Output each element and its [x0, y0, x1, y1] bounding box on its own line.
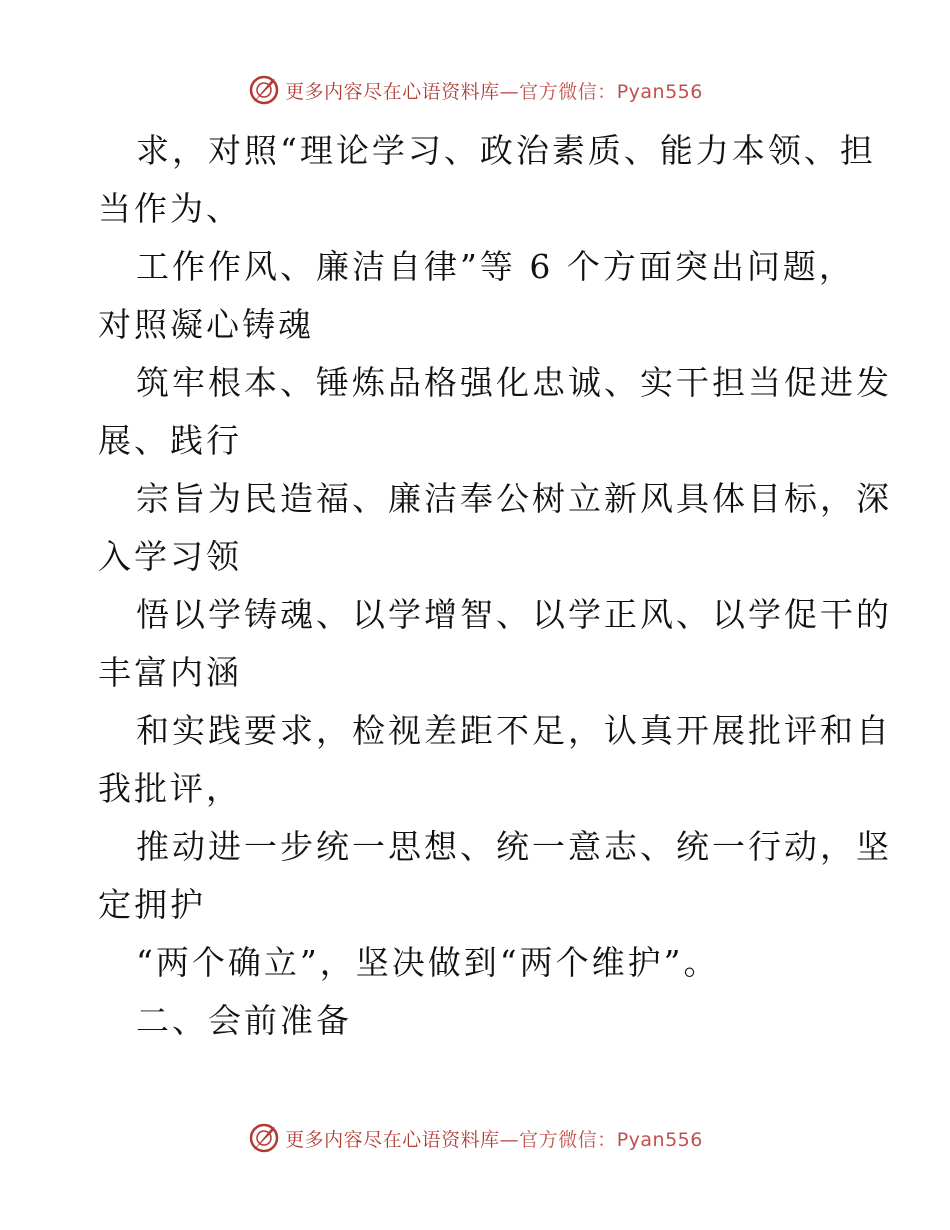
body-line: 定拥护	[98, 885, 206, 924]
watermark-separator: —	[499, 80, 520, 103]
quill-logo-icon	[247, 1121, 281, 1155]
body-line: 对照凝心铸魂	[98, 305, 314, 344]
watermark-sub: 官方微信：	[519, 80, 617, 103]
watermark-id: Pyan556	[616, 1128, 703, 1151]
watermark-sub: 官方微信：	[519, 1128, 617, 1151]
body-line: 当作为、	[98, 189, 242, 228]
document-body	[98, 122, 892, 1050]
body-line: 悟以学铸魂、以学增智、以学正风、以学促干的	[136, 595, 892, 634]
body-line: 宗旨为民造福、廉洁奉公树立新风具体目标，深	[136, 479, 892, 518]
section-heading: 二、会前准备	[136, 1001, 352, 1040]
body-line: 筑牢根本、锤炼品格强化忠诚、实干担当促进发	[136, 363, 892, 402]
watermark-separator: —	[499, 1128, 520, 1151]
watermark-main: 更多内容尽在心语资料库	[285, 1128, 500, 1151]
watermark-id: Pyan556	[616, 80, 703, 103]
body-line: 展、践行	[98, 421, 242, 460]
watermark-main: 更多内容尽在心语资料库	[285, 80, 500, 103]
body-line: 求，对照“理论学习、政治素质、能力本领、担	[136, 131, 876, 170]
body-line: “两个确立”，坚决做到“两个维护”。	[136, 943, 720, 982]
watermark-text	[285, 1125, 703, 1152]
header-watermark	[0, 70, 950, 110]
body-line: 工作作风、廉洁自律”等 6 个方面突出问题，	[136, 247, 855, 286]
footer-watermark	[0, 1118, 950, 1158]
body-line: 入学习领	[98, 537, 242, 576]
quill-logo-icon	[247, 73, 281, 107]
body-line: 和实践要求，检视差距不足，认真开展批评和自	[136, 711, 892, 750]
body-line: 丰富内涵	[98, 653, 242, 692]
watermark-text	[285, 77, 703, 104]
body-line: 推动进一步统一思想、统一意志、统一行动，坚	[136, 827, 892, 866]
body-line: 我批评，	[98, 769, 242, 808]
